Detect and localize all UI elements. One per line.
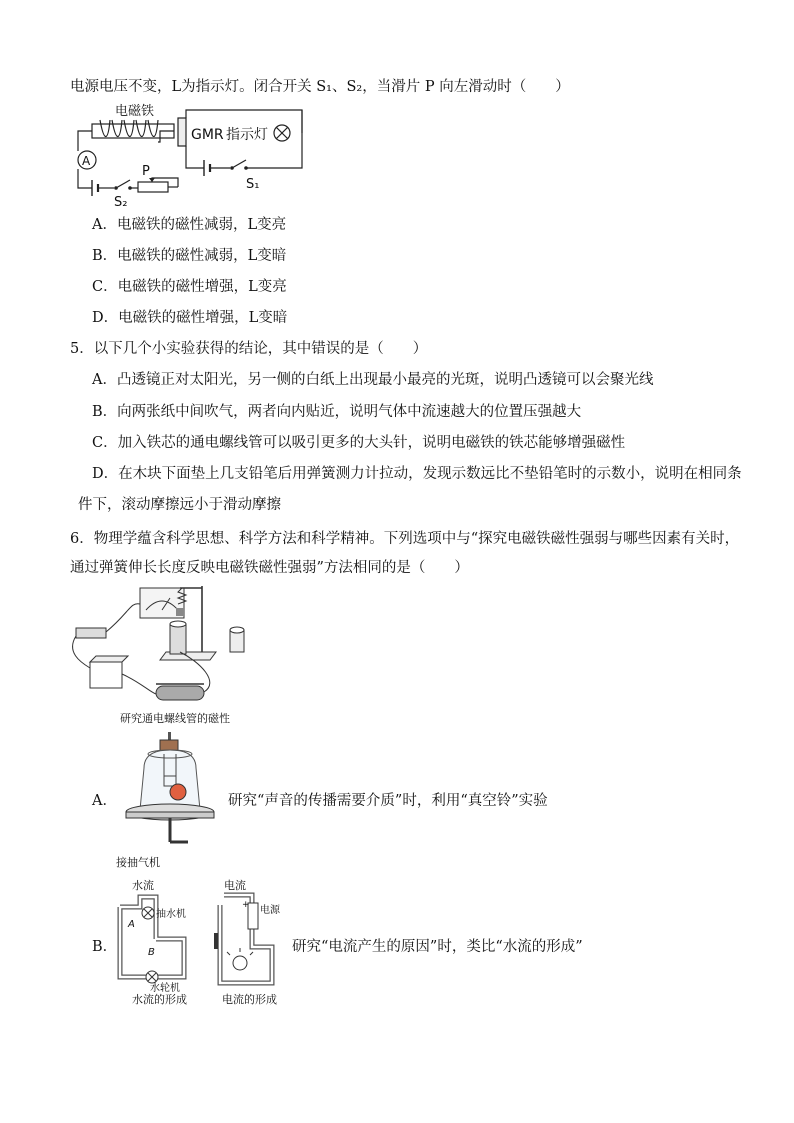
q4-option-a[interactable]: A．电磁铁的磁性减弱，L变亮 xyxy=(92,217,287,233)
q6-stem-line2: 通过弹簧伸长长度反映电磁铁磁性强弱”方法相同的是（ ） xyxy=(70,560,469,576)
q4-option-d[interactable]: D．电磁铁的磁性增强，L变暗 xyxy=(92,310,288,326)
switch2-label: S₂ xyxy=(114,195,128,210)
current-title: 电流 xyxy=(224,879,246,892)
q5-option-d-cont: 件下，滚动摩擦远小于滑动摩擦 xyxy=(78,497,281,513)
q5-option-a[interactable]: A．凸透镜正对太阳光，另一侧的白纸上出现最小最亮的光斑，说明凸透镜可以会聚光线 xyxy=(92,372,654,388)
q4-circuit-figure xyxy=(70,98,310,208)
q6-option-b-label[interactable]: B． xyxy=(92,939,118,955)
ammeter-label: A xyxy=(82,154,91,168)
lamp-label: 指示灯 xyxy=(226,127,268,143)
q4-option-b[interactable]: B．电磁铁的磁性减弱，L变暗 xyxy=(92,248,287,264)
q5-stem: 5．以下几个小实验获得的结论，其中错误的是（ ） xyxy=(70,341,428,357)
coil-icon xyxy=(100,120,158,137)
point-a-label: A xyxy=(128,919,135,930)
q5-option-d[interactable]: D．在木块下面垫上几支铅笔后用弹簧测力计拉动，发现示数远比不垫铅笔时的示数小，说明在相同条 xyxy=(92,466,742,482)
slider-label: P xyxy=(142,164,150,179)
pump-label: 抽水机 xyxy=(156,909,186,920)
vacuum-pump-caption: 接抽气机 xyxy=(116,856,160,869)
water-flow-figure xyxy=(112,877,202,1007)
bulb-icon xyxy=(227,948,253,970)
source-label: 电源 xyxy=(260,905,280,916)
water-caption: 水流的形成 xyxy=(132,993,187,1006)
water-title: 水流 xyxy=(132,879,154,892)
vacuum-bell-figure xyxy=(112,732,232,872)
turbine-label: 水轮机 xyxy=(150,983,180,994)
lamp-icon xyxy=(274,125,290,141)
q5-option-b[interactable]: B．向两张纸中间吹气，两者向内贴近，说明气体中流速越大的位置压强越大 xyxy=(92,404,582,420)
q6-option-a-label[interactable]: A． xyxy=(92,793,117,809)
gmr-label: GMR xyxy=(191,127,224,143)
solenoid-experiment-figure xyxy=(70,582,270,730)
electromagnet-label: 电磁铁 xyxy=(115,104,155,119)
solenoid-caption: 研究通电螺线管的磁性 xyxy=(120,712,230,725)
q4-option-c[interactable]: C．电磁铁的磁性增强，L变亮 xyxy=(92,279,287,295)
current-caption: 电流的形成 xyxy=(222,993,277,1006)
q4-stem: 电源电压不变，L为指示灯。闭合开关 S₁、S₂，当滑片 P 向左滑动时（ ） xyxy=(70,79,570,95)
switch1-label: S₁ xyxy=(246,177,260,192)
point-b-label: B xyxy=(148,947,155,958)
q6-option-b-text: 研究“电流产生的原因”时，类比“水流的形成” xyxy=(292,939,583,955)
svg-text:+: + xyxy=(242,900,250,910)
current-flow-figure xyxy=(210,877,300,1007)
q5-option-c[interactable]: C．加入铁芯的通电螺线管可以吸引更多的大头针，说明电磁铁的铁芯能够增强磁性 xyxy=(92,435,626,451)
q6-stem-line1: 6．物理学蕴含科学思想、科学方法和科学精神。下列选项中与“探究电磁铁磁性强弱与哪些因素有关时， xyxy=(70,531,740,547)
q6-option-a-text: 研究“声音的传播需要介质”时，利用“真空铃”实验 xyxy=(228,793,548,809)
